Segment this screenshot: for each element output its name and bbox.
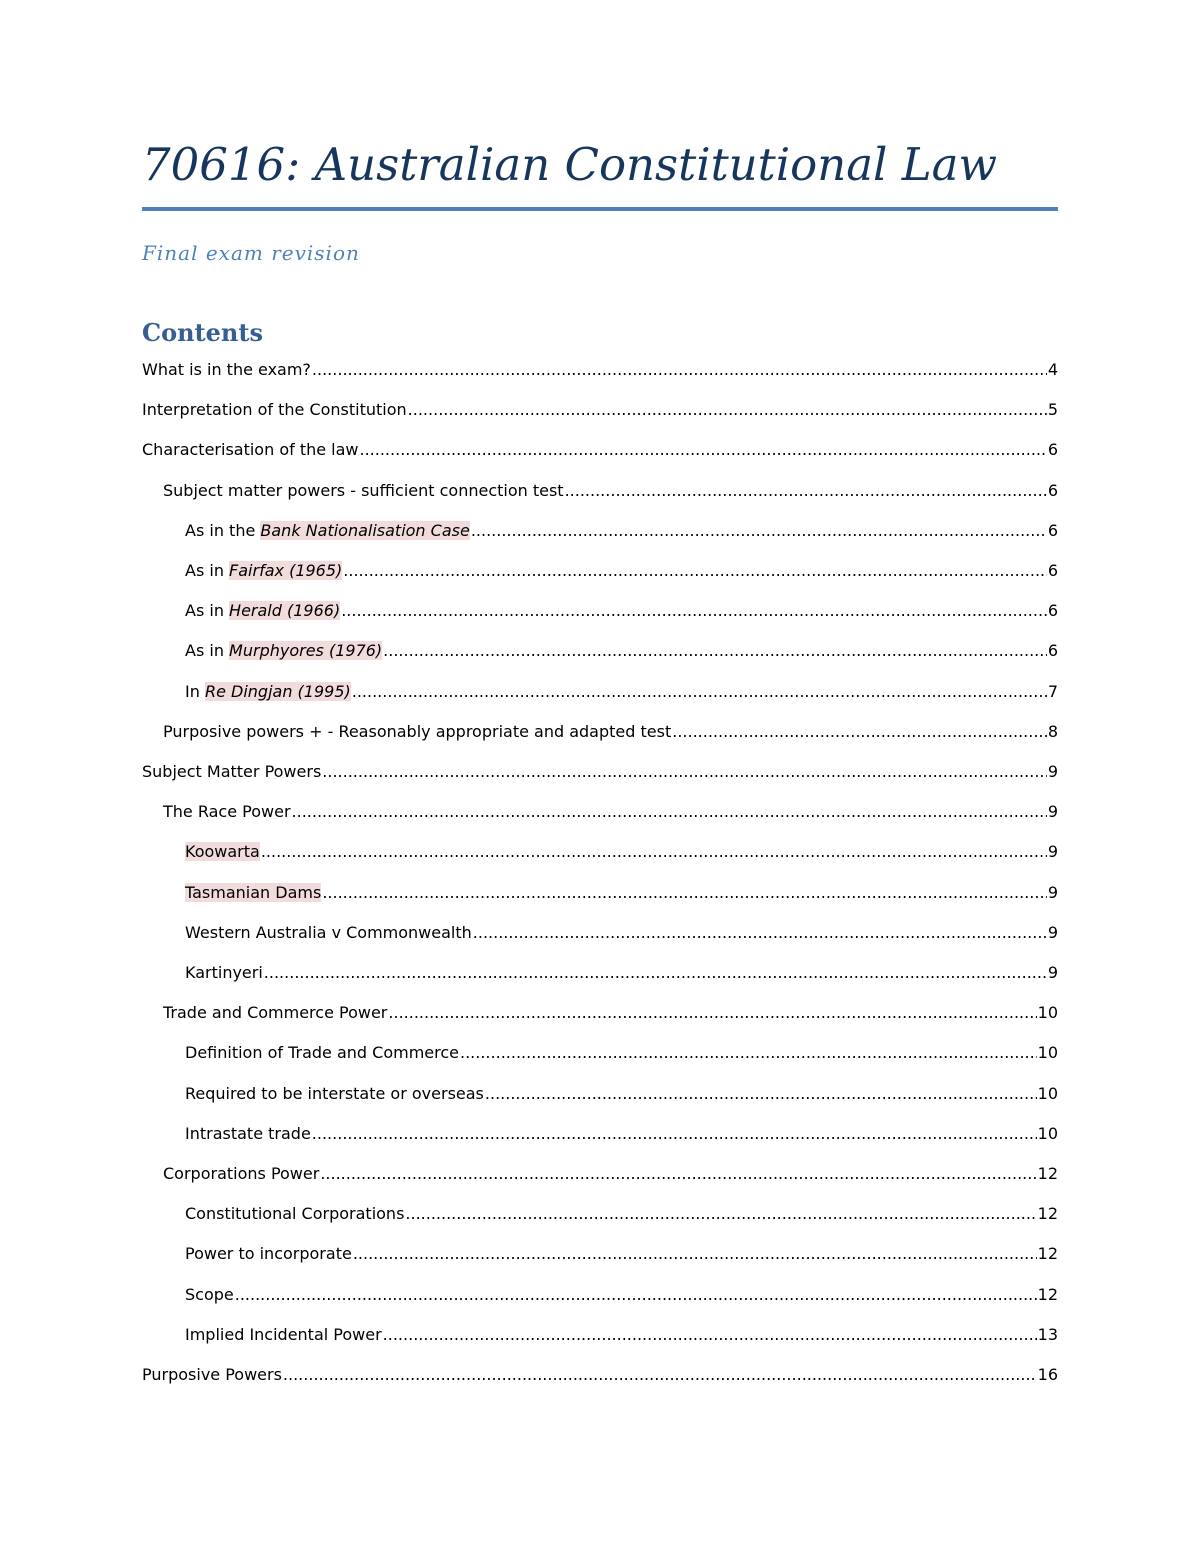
toc-entry-text xyxy=(142,760,321,784)
dot-leader xyxy=(405,1202,1036,1226)
toc-entry-label: Characterisation of the law xyxy=(142,440,359,459)
toc-entry-text xyxy=(185,559,342,583)
dot-leader xyxy=(322,881,1046,905)
toc-entry-text xyxy=(163,1001,387,1025)
case-name: Tasmanian Dams xyxy=(185,883,322,902)
document-title: 70616: Australian Constitutional Law xyxy=(142,138,997,191)
toc-entry-label: Subject Matter Powers xyxy=(142,762,322,781)
toc-entry-label: Interpretation of the Constitution xyxy=(142,400,407,419)
contents-heading: Contents xyxy=(142,318,263,347)
toc-entry[interactable] xyxy=(163,1001,1058,1025)
dot-leader xyxy=(408,398,1047,422)
toc-entry-label: Required to be interstate or overseas xyxy=(185,1084,484,1103)
toc-entry-label: Trade and Commerce Power xyxy=(163,1003,388,1022)
toc-page-number: 12 xyxy=(1037,1244,1058,1263)
toc-page-number: 10 xyxy=(1037,1124,1058,1143)
toc-entry-text xyxy=(185,1323,382,1347)
toc-entry-text xyxy=(142,438,359,462)
dot-leader xyxy=(485,1082,1037,1106)
toc-page-number: 10 xyxy=(1037,1084,1058,1103)
dot-leader xyxy=(383,639,1047,663)
toc-entry-text xyxy=(185,519,470,543)
toc-page-number: 12 xyxy=(1037,1285,1058,1304)
toc-entry[interactable] xyxy=(185,1041,1058,1065)
toc-entry[interactable] xyxy=(142,760,1058,784)
toc-entry[interactable] xyxy=(185,1122,1058,1146)
dot-leader xyxy=(312,1122,1037,1146)
dot-leader xyxy=(360,438,1047,462)
toc-page-number: 9 xyxy=(1047,762,1058,781)
toc-entry-text xyxy=(142,398,407,422)
toc-entry[interactable] xyxy=(185,599,1058,623)
toc-entry-label: Scope xyxy=(185,1285,234,1304)
toc-entry-text xyxy=(185,921,472,945)
toc-entry-text xyxy=(185,1242,352,1266)
toc-page-number: 5 xyxy=(1047,400,1058,419)
toc-page-number: 16 xyxy=(1037,1365,1058,1384)
toc-entry-label: Power to incorporate xyxy=(185,1244,352,1263)
toc-entry-label: Subject matter powers - sufficient connection test xyxy=(163,481,564,500)
toc-page-number: 12 xyxy=(1037,1204,1058,1223)
toc-entry[interactable] xyxy=(142,398,1058,422)
toc-entry[interactable] xyxy=(185,1082,1058,1106)
dot-leader xyxy=(473,921,1047,945)
toc-page-number: 6 xyxy=(1047,481,1058,500)
toc-entry[interactable] xyxy=(185,639,1058,663)
toc-entry[interactable] xyxy=(163,1162,1058,1186)
dot-leader xyxy=(322,760,1047,784)
case-name: Re Dingjan (1995) xyxy=(204,682,351,701)
toc-entry-label: Purposive Powers xyxy=(142,1365,282,1384)
dot-leader xyxy=(672,720,1047,744)
toc-entry-text xyxy=(185,1283,234,1307)
toc-entry-text xyxy=(142,358,311,382)
toc-entry-label: Intrastate trade xyxy=(185,1124,311,1143)
toc-page-number: 9 xyxy=(1047,802,1058,821)
dot-leader xyxy=(383,1323,1037,1347)
toc-entry[interactable] xyxy=(185,1202,1058,1226)
toc-page-number: 9 xyxy=(1047,963,1058,982)
toc-entry-label: Definition of Trade and Commerce xyxy=(185,1043,459,1062)
toc-page-number: 4 xyxy=(1047,360,1058,379)
toc-entry[interactable] xyxy=(185,1242,1058,1266)
toc-entry-text xyxy=(163,479,564,503)
toc-page-number: 13 xyxy=(1037,1325,1058,1344)
toc-page-number: 8 xyxy=(1047,722,1058,741)
toc-entry-text xyxy=(185,1041,459,1065)
case-name: Herald (1966) xyxy=(229,601,341,620)
toc-entry-text xyxy=(185,1202,404,1226)
dot-leader xyxy=(471,519,1047,543)
dot-leader xyxy=(352,680,1047,704)
toc-entry[interactable] xyxy=(142,358,1058,382)
toc-entry-label: As in xyxy=(185,601,230,620)
toc-entry-text xyxy=(185,881,321,905)
dot-leader xyxy=(312,358,1047,382)
toc-entry-label: As in the xyxy=(185,521,261,540)
toc-page-number: 12 xyxy=(1037,1164,1058,1183)
case-name: Murphyores (1976) xyxy=(229,641,383,660)
toc-entry[interactable] xyxy=(185,921,1058,945)
toc-entry-label: As in xyxy=(185,561,230,580)
document-subtitle: Final exam revision xyxy=(142,241,360,265)
toc-entry-text xyxy=(142,1363,282,1387)
toc-entry-text xyxy=(185,680,351,704)
toc-entry-label: Constitutional Corporations xyxy=(185,1204,405,1223)
toc-entry-label: As in xyxy=(185,641,230,660)
toc-entry[interactable] xyxy=(163,800,1058,824)
toc-entry-label: What is in the exam? xyxy=(142,360,311,379)
toc-entry[interactable] xyxy=(142,1363,1058,1387)
toc-entry-label: Corporations Power xyxy=(163,1164,320,1183)
toc-entry[interactable] xyxy=(185,1323,1058,1347)
toc-entry-text xyxy=(163,1162,319,1186)
dot-leader xyxy=(343,559,1047,583)
toc-entry-text xyxy=(185,1082,484,1106)
toc-page-number: 7 xyxy=(1047,682,1058,701)
toc-entry-label: In xyxy=(185,682,205,701)
toc-page-number: 6 xyxy=(1047,641,1058,660)
toc-entry[interactable] xyxy=(163,720,1058,744)
case-name: Koowarta xyxy=(185,842,260,861)
dot-leader xyxy=(388,1001,1036,1025)
toc-entry[interactable] xyxy=(185,1283,1058,1307)
toc-page-number: 9 xyxy=(1047,883,1058,902)
case-name: Bank Nationalisation Case xyxy=(260,521,470,540)
toc-entry-label: The Race Power xyxy=(163,802,291,821)
toc-page-number: 6 xyxy=(1047,561,1058,580)
toc-page-number: 9 xyxy=(1047,842,1058,861)
toc-entry-label: Purposive powers + - Reasonably appropriate and adapted test xyxy=(163,722,672,741)
toc-page-number: 6 xyxy=(1047,521,1058,540)
toc-entry-text xyxy=(185,639,382,663)
toc-entry[interactable] xyxy=(185,840,1058,864)
toc-page-number: 9 xyxy=(1047,923,1058,942)
dot-leader xyxy=(320,1162,1036,1186)
dot-leader xyxy=(264,961,1047,985)
toc-entry-text xyxy=(185,840,260,864)
toc-entry-text xyxy=(185,961,263,985)
toc-entry-label: Kartinyeri xyxy=(185,963,263,982)
toc-entry-text xyxy=(163,800,291,824)
dot-leader xyxy=(460,1041,1037,1065)
toc-page-number: 6 xyxy=(1047,601,1058,620)
dot-leader xyxy=(341,599,1047,623)
title-rule xyxy=(142,207,1058,211)
dot-leader xyxy=(292,800,1047,824)
toc-entry[interactable] xyxy=(142,438,1058,462)
toc-entry[interactable] xyxy=(185,881,1058,905)
toc-page-number: 6 xyxy=(1047,440,1058,459)
toc-entry-text xyxy=(185,599,340,623)
toc-entry[interactable] xyxy=(185,519,1058,543)
dot-leader xyxy=(283,1363,1037,1387)
dot-leader xyxy=(235,1283,1037,1307)
toc-entry[interactable] xyxy=(185,559,1058,583)
case-name: Fairfax (1965) xyxy=(229,561,343,580)
toc-entry-label: Western Australia v Commonwealth xyxy=(185,923,472,942)
toc-entry-text xyxy=(163,720,671,744)
dot-leader xyxy=(565,479,1047,503)
toc-entry[interactable] xyxy=(163,479,1058,503)
dot-leader xyxy=(353,1242,1037,1266)
toc-entry-label: Implied Incidental Power xyxy=(185,1325,382,1344)
toc-page-number: 10 xyxy=(1037,1043,1058,1062)
dot-leader xyxy=(261,840,1047,864)
toc-entry[interactable] xyxy=(185,680,1058,704)
toc-entry[interactable] xyxy=(185,961,1058,985)
toc-entry-text xyxy=(185,1122,311,1146)
toc-page-number: 10 xyxy=(1037,1003,1058,1022)
